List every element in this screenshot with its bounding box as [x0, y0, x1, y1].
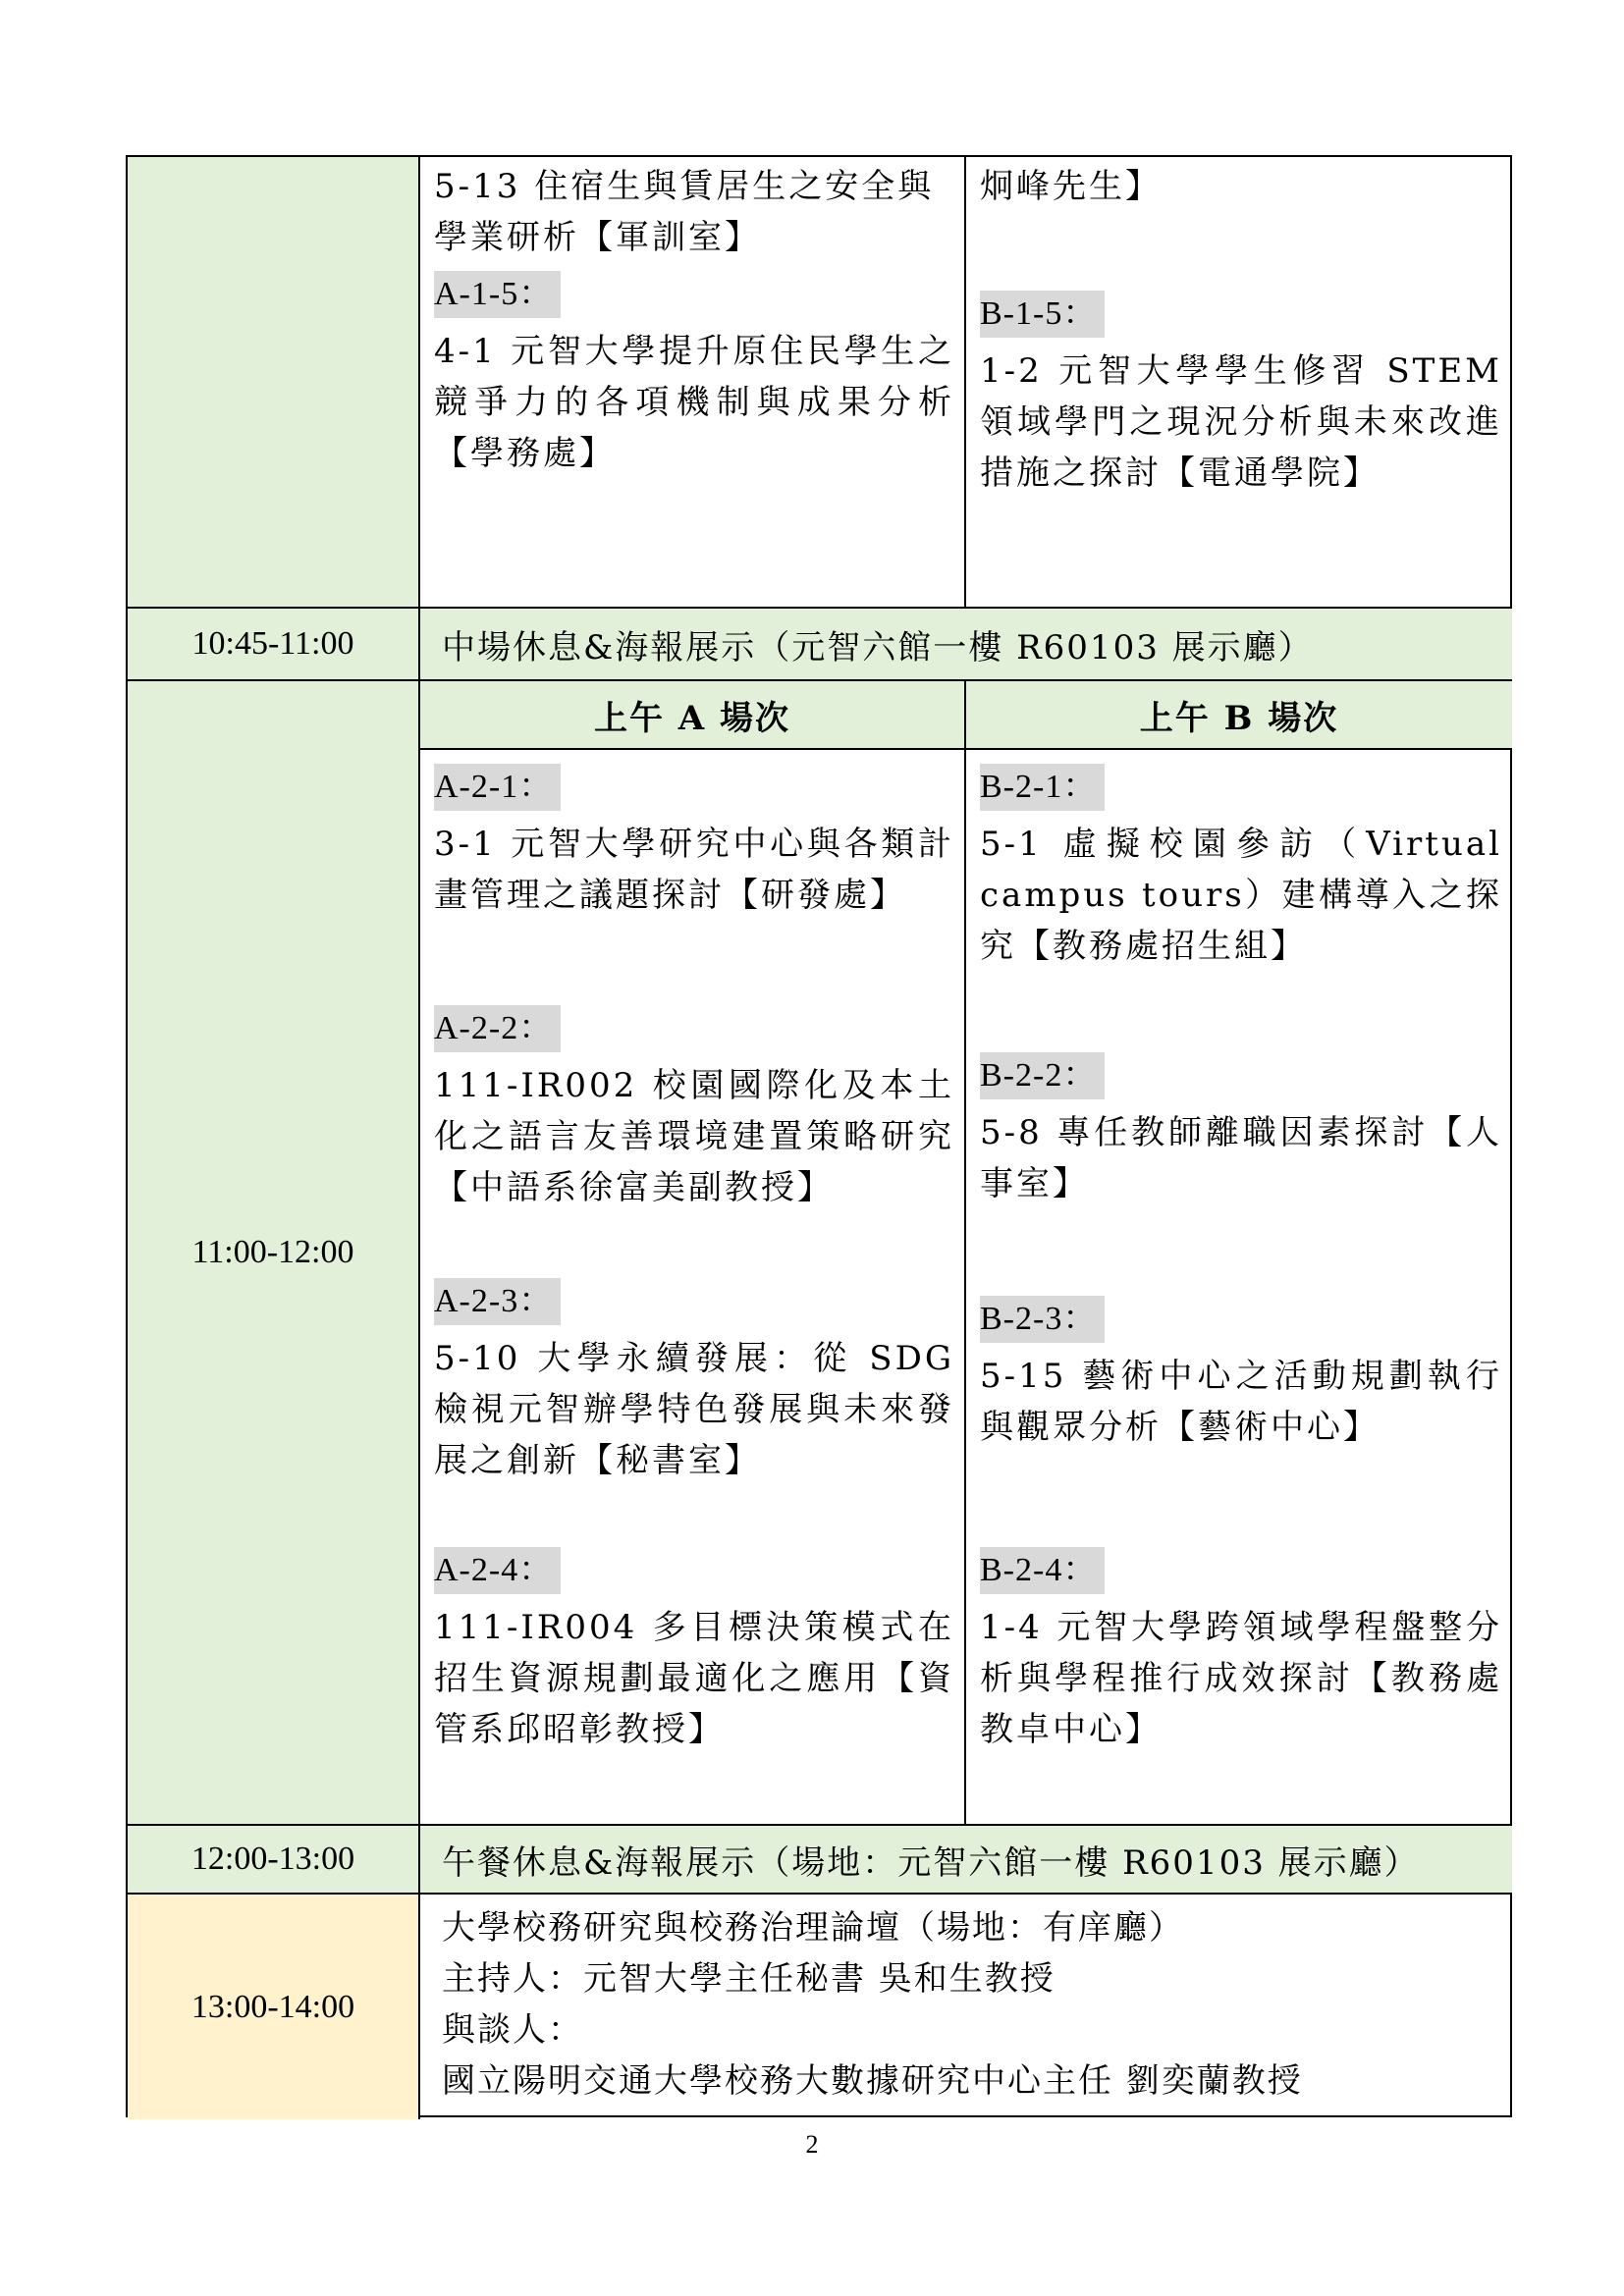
header-session-b: 上午 B 場次: [966, 681, 1512, 750]
item-a-1-4-continued: 5-13 住宿生與賃居生之安全與學業研析【軍訓室】: [434, 167, 935, 257]
session-description: 4-1 元智大學提升原住民學生之競爭力的各項機制與成果分析【學務處】: [434, 332, 954, 473]
agenda-table: [126, 155, 1512, 2117]
page-number: 2: [805, 2130, 819, 2159]
forum-title: 大學校務研究與校務治理論壇（場地：有庠廳）: [442, 1908, 1184, 1948]
session-description: 1-2 元智大學學生修習 STEM 領域學門之現況分析與未來改進措施之探討【電通學院】: [980, 351, 1502, 493]
session-description: 3-1 元智大學研究中心與各類計畫管理之議題探討【研發處】: [434, 825, 954, 915]
time-cell-continued: [128, 157, 420, 609]
forum-host: 主持人：元智大學主任秘書 吳和生教授: [442, 1959, 1056, 1999]
session-a-continued-cell: [420, 157, 966, 609]
session-description: 111-IR004 多目標決策模式在招生資源規劃最適化之應用【資管系邱昭彰教授】: [434, 1608, 954, 1749]
session-code: B-1-5：: [980, 291, 1105, 338]
break-time: 10:45-11:00: [128, 609, 420, 681]
session-code: B-2-1：: [980, 764, 1105, 811]
session-code: B-2-2：: [980, 1052, 1105, 1099]
forum-cell: [420, 1895, 1512, 2119]
session-b-continued-cell: [966, 157, 1512, 609]
session-code: B-2-3：: [980, 1296, 1105, 1343]
session-code: A-2-4：: [434, 1547, 561, 1594]
session2-time: 11:00-12:00: [128, 681, 420, 1826]
session-description: 5-1 虛擬校園參訪（Virtual campus tours）建構導入之探究【教務處招生組】: [980, 825, 1502, 966]
session-description: 5-8 專任教師離職因素探討【人事室】: [980, 1113, 1502, 1203]
session-description: 5-10 大學永續發展：從 SDG 檢視元智辦學特色發展與未來發展之創新【秘書室】: [434, 1339, 954, 1480]
forum-time: 13:00-14:00: [128, 1895, 420, 2119]
session-description: 1-4 元智大學跨領域學程盤整分析與學程推行成效探討【教務處教卓中心】: [980, 1608, 1502, 1749]
header-session-a: 上午 A 場次: [420, 681, 966, 750]
item-b-1-4-continued: 炯峰先生】: [980, 167, 1162, 206]
lunch-time: 12:00-13:00: [128, 1826, 420, 1895]
session-code: A-1-5：: [434, 271, 561, 318]
session-code: A-2-2：: [434, 1005, 561, 1052]
lunch-description: 午餐休息&海報展示（場地：元智六館一樓 R60103 展示廳）: [420, 1826, 1512, 1895]
forum-panelist: 國立陽明交通大學校務大數據研究中心主任 劉奕蘭教授: [442, 2061, 1303, 2101]
session-description: 111-IR002 校園國際化及本土化之語言友善環境建置策略研究【中語系徐富美副教授】: [434, 1066, 954, 1207]
session-code: B-2-4：: [980, 1547, 1105, 1594]
break-description: 中場休息&海報展示（元智六館一樓 R60103 展示廳）: [420, 609, 1512, 681]
forum-panelist-label: 與談人：: [442, 2010, 583, 2050]
session-code: A-2-1：: [434, 764, 561, 811]
session-a-cell: [420, 750, 966, 1826]
session-description: 5-15 藝術中心之活動規劃執行與觀眾分析【藝術中心】: [980, 1357, 1502, 1447]
session-code: A-2-3：: [434, 1278, 561, 1325]
session-b-cell: [966, 750, 1512, 1826]
